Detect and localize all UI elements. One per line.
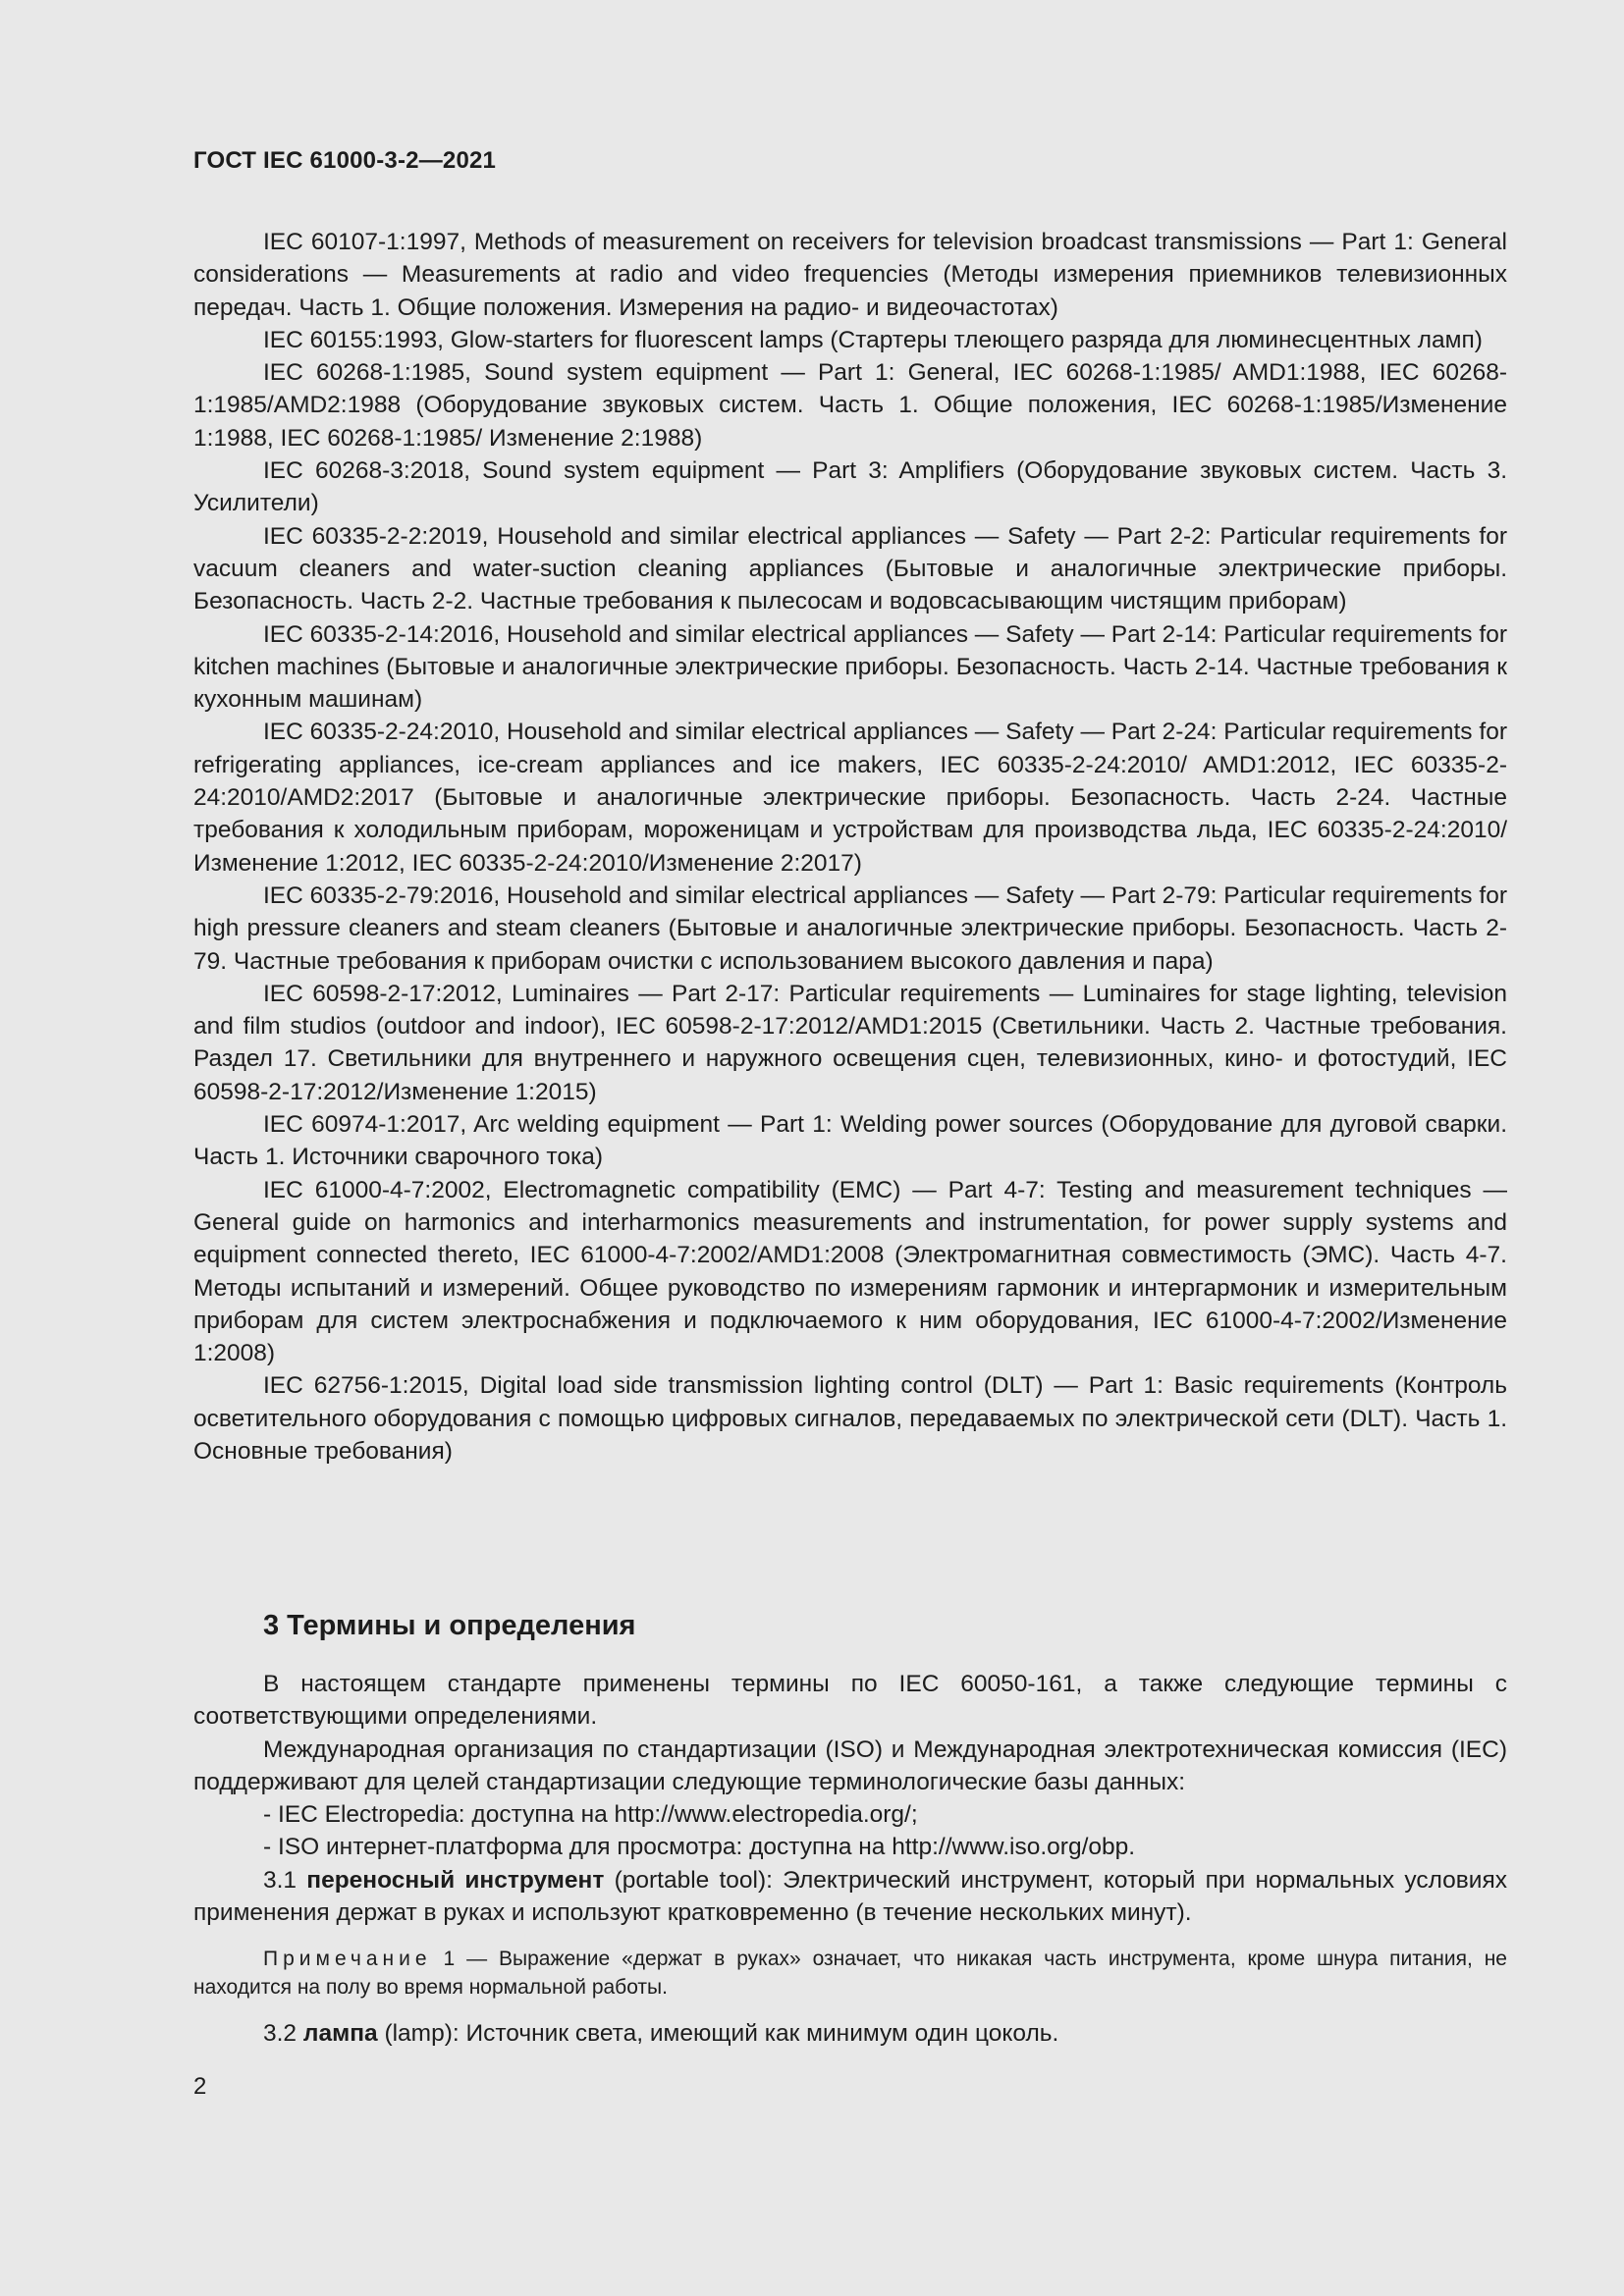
term-number: 3.2 — [263, 2020, 298, 2048]
term-number: 3.1 — [263, 1866, 298, 1894]
normative-references — [193, 226, 1507, 1468]
reference-item: IEC 62756-1:2015, Digital load side transmission lighting control (DLT) — Part 1: Basic requirements (Контроль осветительного оборудования с помощью цифровых сигналов, передаваемых по электрической сети (DLT). Часть 1. Основные требования) — [193, 1372, 1507, 1465]
section-intro: В настоящем стандарте применены термины по IEC 60050-161, а также следующие термины с соответствующими определениями. — [193, 1671, 1507, 1731]
reference-item: IEC 60335-2-79:2016, Household and similar electrical appliances — Safety — Part 2-79: Particular requirements for high pressure cleaners and steam cleaners (Бытовые и аналогичные электрические приборы. Безопасность. Часть 2-79. Частные требования к приборам очистки с использованием высокого давления и пара) — [193, 881, 1507, 975]
term-definition: (portable tool): Электрический инструмент, который при нормальных условиях применения держат в руках и используют кратковременно (в течение нескольких минут). — [193, 1866, 1507, 1927]
term-3-2 — [193, 2017, 1507, 2050]
reference-item: IEC 60974-1:2017, Arc welding equipment — Part 1: Welding power sources (Оборудование для дуговой сварки. Часть 1. Источники сварочного тока) — [193, 1111, 1507, 1171]
database-item: - ISO интернет-платформа для просмотра: доступна на http://www.iso.org/obp. — [263, 1834, 1136, 1861]
reference-item: IEC 60335-2-2:2019, Household and similar electrical appliances — Safety — Part 2-2: Particular requirements for vacuum cleaners and water-suction cleaning appliances (Бытовые и аналогичные электрические приборы. Безопасность. Часть 2-2. Частные требования к пылесосам и водовсасывающим чистящим приборам) — [193, 522, 1507, 615]
reference-item: IEC 60107-1:1997, Methods of measurement on receivers for television broadcast transmissions — Part 1: General considerations — Measurements at radio and video frequencies (Методы измерения приемников телевизионных передач. Часть 1. Общие положения. Измерения на радио- и видеочастотах) — [193, 229, 1507, 321]
note-label: Примечание — [263, 1948, 432, 1971]
reference-item: IEC 61000-4-7:2002, Electromagnetic compatibility (EMC) — Part 4-7: Testing and measurement techniques — General guide on harmonics and interharmonics measurements and instrumentation, for power supply systems and equipment connected thereto, IEC 61000-4-7:2002/AMD1:2008 (Электромагнитная совместимость (ЭМС). Часть 4-7. Методы испытаний и измерений. Общее руководство по измерениям гармоник и интергармоник и измерительным приборам для систем электроснабжения и подключаемого к ним оборудования, IEC 61000-4-7:2002/Изменение 1:2008) — [193, 1176, 1507, 1367]
reference-item: IEC 60268-1:1985, Sound system equipment — Part 1: General, IEC 60268-1:1985/ AMD1:1988, IEC 60268-1:1985/AMD2:1988 (Оборудование звуковых систем. Часть 1. Общие положения, IEC 60268-1:1985/Изменение 1:1988, IEC 60268-1:1985/ Изменение 2:1988) — [193, 359, 1507, 452]
reference-item: IEC 60335-2-14:2016, Household and similar electrical appliances — Safety — Part 2-14: Particular requirements for kitchen machines (Бытовые и аналогичные электрические приборы. Безопасность. Часть 2-14. Частные требования к кухонным машинам) — [193, 620, 1507, 714]
document-header: ГОСТ IEC 61000-3-2—2021 — [193, 147, 497, 174]
reference-item: IEC 60268-3:2018, Sound system equipment — Part 3: Amplifiers (Оборудование звуковых систем. Часть 3. Усилители) — [193, 457, 1507, 517]
reference-item: IEC 60335-2-24:2010, Household and similar electrical appliances — Safety — Part 2-24: Particular requirements for refrigerating appliances, ice-cream appliances and ice makers, IEC 60335-2-24:2010/ AMD1:2012, IEC 60335-2-24:2010/AMD2:2017 (Бытовые и аналогичные электрические приборы. Безопасность. Часть 2-24. Частные требования к холодильным приборам, мороженицам и устройствам для производства льда, IEC 60335-2-24:2010/Изменение 1:2012, IEC 60335-2-24:2010/Изменение 2:2017) — [193, 719, 1507, 877]
databases-intro: Международная организация по стандартизации (ISO) и Международная электротехническая комиссия (IEC) поддерживают для целей стандартизации следующие терминологические базы данных: — [193, 1735, 1507, 1795]
reference-item: IEC 60155:1993, Glow-starters for fluorescent lamps (Стартеры тлеющего разряда для люминесцентных ламп) — [263, 326, 1483, 353]
reference-item: IEC 60598-2-17:2012, Luminaires — Part 2-17: Particular requirements — Luminaires for stage lighting, television and film studios (outdoor and indoor), IEC 60598-2-17:2012/AMD1:2015 (Светильники. Часть 2. Частные требования. Раздел 17. Светильники для внутреннего и наружного освещения сцен, телевизионных, кино- и фотостудий, IEC 60598-2-17:2012/Изменение 1:2015) — [193, 980, 1507, 1105]
term-3-1 — [193, 1864, 1507, 1930]
note-1 — [193, 1945, 1507, 2002]
term-name: переносный инструмент — [306, 1866, 605, 1894]
page-number: 2 — [193, 2073, 207, 2100]
term-definition: (lamp): Источник света, имеющий как минимум один цоколь. — [384, 2020, 1059, 2048]
note-text: 1 — Выражение «держат в руках» означает, что никакая часть инструмента, кроме шнура питания, не находится на полу во время нормальной работы. — [193, 1948, 1507, 2000]
database-item: - IEC Electropedia: доступна на http://www.electropedia.org/; — [263, 1801, 918, 1829]
section-title: 3 Термины и определения — [263, 1610, 636, 1641]
terms-section — [193, 1668, 1507, 2051]
term-name: лампа — [302, 2020, 378, 2048]
